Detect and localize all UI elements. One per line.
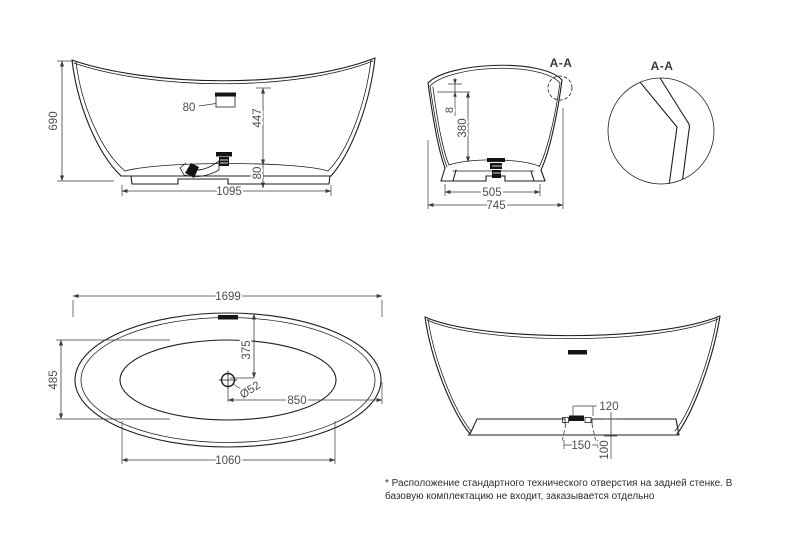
drain-siphon bbox=[180, 152, 232, 178]
plan-drain bbox=[219, 371, 237, 389]
dim-1095 bbox=[122, 185, 331, 198]
footnote-line1: * Расположение стандартного технического отверстия на задней стенке. В bbox=[385, 478, 733, 489]
dim-side-depth: 447 bbox=[252, 108, 264, 128]
dim-380 bbox=[457, 92, 469, 162]
dim-plan-length: 1699 bbox=[215, 291, 241, 303]
dim-side-base-height: 80 bbox=[252, 166, 264, 180]
detail-view bbox=[608, 59, 714, 200]
dim-section-feet: 505 bbox=[482, 187, 502, 199]
dim-section-rim: 8 bbox=[444, 106, 456, 114]
rear-drain-cutout bbox=[562, 416, 596, 443]
detail-circle bbox=[608, 78, 714, 184]
dim-rear-cutout-width: 120 bbox=[599, 401, 619, 413]
rear-view bbox=[425, 316, 720, 460]
dim-drain-diameter bbox=[233, 380, 263, 402]
plan-view bbox=[48, 291, 382, 467]
dim-505 bbox=[445, 184, 540, 199]
dim-1060 bbox=[122, 421, 335, 467]
dim-plan-inner-width: 485 bbox=[48, 370, 60, 390]
dim-side-height: 690 bbox=[48, 111, 60, 131]
section-view bbox=[428, 56, 572, 212]
plan-overflow-hole bbox=[218, 315, 238, 320]
dim-plan-drain-offset-y: 375 bbox=[241, 340, 253, 360]
dim-8 bbox=[437, 78, 470, 116]
dim-plan-drain-diameter: Ø52 bbox=[237, 379, 263, 402]
dim-150 bbox=[564, 440, 598, 452]
footnote bbox=[385, 478, 797, 503]
dim-120 bbox=[573, 401, 619, 416]
dim-section-depth: 380 bbox=[457, 118, 469, 138]
side-view bbox=[48, 58, 375, 198]
dim-rear-cutout-base: 150 bbox=[571, 440, 591, 452]
detail-view-title: A-A bbox=[650, 59, 674, 73]
section-view-title: A-A bbox=[549, 56, 573, 70]
dim-section-width: 745 bbox=[486, 200, 506, 212]
dim-side-base-length: 1095 bbox=[216, 186, 242, 198]
dim-plan-inner-length: 1060 bbox=[215, 455, 241, 467]
dim-690 bbox=[48, 61, 114, 181]
dim-375 bbox=[230, 314, 254, 378]
dim-plan-drain-offset-x: 850 bbox=[287, 395, 307, 407]
dim-447 bbox=[252, 88, 271, 165]
overflow-hole bbox=[215, 93, 236, 108]
rear-overflow-hole bbox=[568, 350, 587, 355]
footnote-line2: базовую комплектацию не входит, заказывается отдельно bbox=[385, 490, 655, 502]
dim-rear-plinth-height: 100 bbox=[599, 440, 611, 460]
dim-overflow-80 bbox=[183, 102, 216, 114]
section-drain bbox=[487, 158, 505, 178]
dim-side-overflow: 80 bbox=[182, 102, 196, 114]
